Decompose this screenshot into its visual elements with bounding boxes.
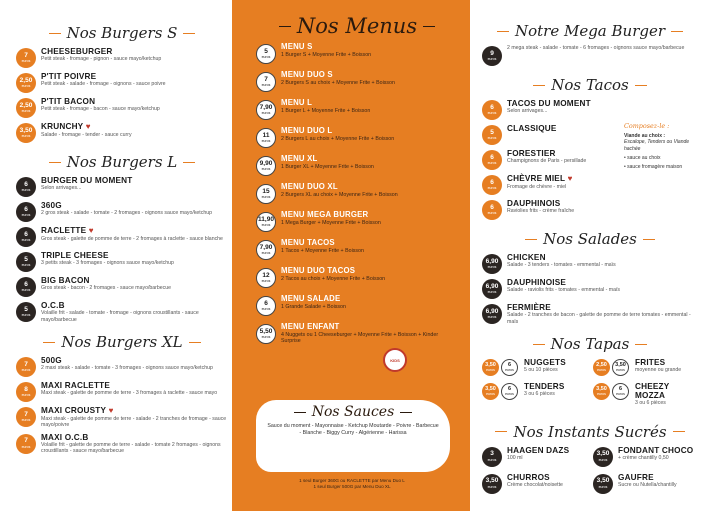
price-badge: 7 euros (256, 72, 276, 92)
price-badge: 5 euros (482, 125, 502, 145)
price-badge: 7 euros (16, 407, 36, 427)
menu-item (482, 473, 587, 494)
price-badge: 6 euros (16, 227, 36, 247)
menu-item (482, 149, 622, 170)
item-name: MENU DUO TACOS (281, 266, 356, 275)
sauces-list: Sauce du moment - Mayonnaise - Ketchup Moutarde - Poivre - Barbecue - Blanche - Biggy Curry - Algérienne - Harissa (267, 423, 439, 437)
menu-item (482, 278, 698, 299)
menu-item (482, 303, 698, 325)
price-badge: 7,90 euros (256, 100, 276, 120)
price-badge: 3,50 euros (593, 383, 610, 400)
item-description: Sucre ou Nutella/chantilly (618, 481, 677, 488)
price-badge: 5,50 euros (256, 324, 276, 344)
item-description: Salade - 2 tranches de bacon - galette de pomme de terre tomates - emmental - maïs (507, 312, 691, 325)
menu-item (256, 43, 458, 64)
item-name: 500G (41, 356, 62, 366)
item-name: BIG BACON (41, 276, 90, 285)
menu-item (16, 301, 228, 323)
item-name: MENU DUO L (281, 126, 333, 135)
item-description: 2 gros steak - salade - tomate - 2 fromages - oignons sauce mayo/ketchup (41, 210, 212, 217)
item-name: MENU DUO S (281, 70, 333, 79)
item-description: Petit steak - salade - fromage - oignons - sauce poivre (41, 81, 166, 88)
menu-item (593, 382, 698, 407)
item-description: Volaille frit - salade - tomate - fromage - oignons croustillants - sauce mayo/barbecue (41, 310, 199, 323)
menu-item (482, 174, 622, 195)
item-name: CHÈVRE MIEL ♥ (507, 174, 573, 183)
menu-item (16, 381, 228, 402)
item-description: 2 maxi steak - salade - tomate - 3 fromages - oignons sauce mayo/ketchup (41, 365, 213, 372)
item-description: Petit steak - fromage - pignon - sauce mayo/ketchup (41, 56, 162, 63)
item-description: 1 Grande Salade + Boisson (281, 303, 346, 310)
menu-item (16, 201, 228, 222)
item-name: CHEESEBURGER (41, 47, 113, 56)
price-badge: 7,90 euros (256, 240, 276, 260)
menus-title: Nos Menus (256, 14, 458, 38)
menu-item (482, 99, 622, 120)
item-description: 4 Nuggets ou 1 Cheeseburger + Moyenne Frite + Boisson + Kinder Surprise (281, 331, 439, 345)
item-description: Salade - fromage - tender - sauce curry (41, 131, 132, 138)
kinder-surprise-logo: KIDS (383, 348, 407, 372)
item-description: moyenne ou grande (635, 367, 682, 374)
price-badge: 6 euros (16, 177, 36, 197)
item-name: MENU ENFANT (281, 322, 340, 331)
menu-item (16, 276, 228, 297)
item-description: Gros steak - galette de pomme de terre - 2 fromages à raclette - sauce blanche (41, 235, 223, 242)
price-badge: 7 euros (16, 434, 36, 454)
price-badge: 9,90 euros (256, 156, 276, 176)
menu-item (16, 47, 228, 68)
heart-icon: ♥ (106, 406, 114, 416)
menu-item (256, 99, 458, 120)
section-title: Notre Mega Burger (482, 22, 698, 40)
menu-item (256, 323, 458, 345)
menu-item (256, 183, 458, 204)
item-name: KRUNCHY ♥ (41, 122, 91, 131)
menu-item (482, 253, 698, 274)
item-description: Volaille frit - galette de pomme de terre - salade - tomate 2 fromages - oignons croustillants - sauce mayo/barbecue (41, 441, 221, 455)
menu-item (16, 406, 228, 429)
item-description: 1 Burger S + Moyenne Frite + Boisson (281, 51, 372, 58)
menu-item (16, 72, 228, 93)
right-column (470, 0, 702, 511)
menu-item (482, 382, 587, 407)
price-badge: 6 euros (612, 383, 629, 400)
price-badge: 6 euros (16, 277, 36, 297)
menu-item (482, 446, 587, 467)
price-badge: 6 euros (482, 150, 502, 170)
item-name: HAAGEN DAZS (507, 445, 570, 455)
tacos-composer-note: Composez-le : Viande au choix : Escalope, Tenders ou Viande hachée • sauce au choix • sauce fromagère maison (624, 122, 690, 170)
heart-icon: ♥ (83, 122, 91, 131)
price-badge: 6,90 euros (482, 304, 502, 324)
item-name: 360G (41, 201, 62, 210)
price-badge: 8 euros (16, 382, 36, 402)
menu-item (256, 127, 458, 148)
item-name: P'TIT BACON (41, 97, 96, 106)
menu-item (256, 211, 458, 232)
menu-item (256, 295, 458, 316)
item-name: MAXI RACLETTE (41, 381, 111, 391)
price-badge: 3,50 euros (482, 383, 499, 400)
item-description: 100 ml (507, 454, 523, 461)
price-badge: 11,90 euros (256, 212, 276, 232)
price-badge: 6 euros (482, 200, 502, 220)
item-name: DAUPHINOISE (507, 278, 567, 287)
price-badge: 6 euros (16, 202, 36, 222)
item-name: MENU S (281, 42, 313, 51)
item-description: 2 Burgers S au choix + Moyenne Frite + Boisson (281, 79, 395, 86)
price-badge: 3,50 euros (612, 359, 629, 376)
price-badge: 9 euros (482, 46, 502, 66)
section-title: Nos Burgers L (16, 153, 228, 171)
item-description: Maxi steak - galette de pomme de terre - 3 fromages à raclette - sauce mayo (41, 390, 218, 397)
item-description: 5 ou 10 pièces (524, 367, 558, 374)
item-name: GAUFRE (618, 472, 654, 482)
item-description: Selon arrivages... (41, 185, 82, 192)
item-name: FORESTIER (507, 149, 556, 158)
price-badge: 5 euros (16, 302, 36, 322)
left-column (0, 0, 232, 511)
item-description: Champignons de Paris - persillade (507, 158, 587, 165)
price-badge: 5 euros (256, 44, 276, 64)
item-name: MAXI CROUSTY ♥ (41, 406, 114, 416)
item-description: Gros steak - bacon - 2 fromages - sauce mayo/barbecue (41, 285, 172, 292)
menu-item (482, 45, 698, 66)
item-name: CLASSIQUE (507, 124, 557, 133)
menu-item (482, 124, 622, 145)
item-description: Maxi steak - galette de pomme de terre - salade - 2 tranches de fromage - sauce mayo/poivre (41, 415, 227, 429)
item-description: Raviolies frits - crème fraîche (507, 208, 575, 215)
section-title: Nos Burgers XL (16, 333, 228, 351)
price-badge: 2,50 euros (16, 73, 36, 93)
menu-item (16, 356, 228, 377)
item-name: CHICKEN (507, 253, 546, 262)
menu-item (16, 433, 228, 455)
price-badge: 3 euros (482, 447, 502, 467)
menu-item (256, 71, 458, 92)
item-description: Salade - raviolis frits - tomates - emmental - maïs (507, 287, 621, 294)
menus-column (232, 0, 470, 511)
price-badge: 3,50 euros (482, 474, 502, 494)
heart-icon: ♥ (565, 174, 573, 183)
price-badge: 6,90 euros (482, 279, 502, 299)
item-name: NUGGETS (524, 358, 566, 368)
sauces-title: Nos Sauces (266, 404, 440, 420)
item-name: MENU L (281, 98, 313, 107)
item-description: 3 ou 6 pièces (524, 391, 555, 398)
item-description: Petit steak - fromage - bacon - sauce mayo/ketchup (41, 106, 160, 113)
item-name: TENDERS (524, 382, 565, 392)
section-title: Nos Instants Sucrés (482, 423, 698, 441)
item-description: 3 petits steak - 3 fromages - oignons sauce mayo/ketchup (41, 260, 174, 267)
item-name: CHEEZY MOZZA (635, 382, 670, 401)
menu-item (256, 155, 458, 176)
price-badge: 3,50 euros (16, 123, 36, 143)
item-description: 2 Tacos au choix + Moyenne Frite + Boisson (281, 275, 386, 282)
section-title: Nos Salades (482, 230, 698, 248)
item-name: O.C.B (41, 301, 65, 310)
menu-item (593, 473, 698, 494)
menu-item (256, 239, 458, 260)
price-badge: 7 euros (16, 357, 36, 377)
price-badge: 12 euros (256, 268, 276, 288)
item-description: 2 mega steak - salade - tomate - 6 fromages - oignons sauce mayo/barbecue (507, 45, 685, 51)
item-description: Crème chocolat/noisette (507, 481, 563, 488)
item-name: FRITES (635, 358, 666, 368)
menu-item (16, 176, 228, 197)
price-badge: 2,50 euros (16, 98, 36, 118)
item-name: FERMIÈRE (507, 303, 551, 312)
item-description: Fromage de chèvre - miel (507, 183, 567, 190)
menu-item (16, 226, 228, 247)
item-name: MENU SALADE (281, 294, 341, 303)
menu-item (593, 446, 698, 467)
item-name: DAUPHINOIS (507, 199, 561, 208)
price-badge: 5 euros (16, 252, 36, 272)
item-name: CHURROS (507, 472, 550, 482)
item-name: TACOS DU MOMENT (507, 99, 591, 108)
menu-item (16, 97, 228, 118)
menus-footnote: 1 seul Burger 360G ou RACLETTE par Menu Duo L 1 seul Burger 500G par Menu Duo XL (299, 478, 405, 490)
sauces-box (256, 400, 450, 472)
item-description: 2 Burgers XL au choix + Moyenne Frite + Boisson (281, 191, 398, 198)
item-description: 1 Burger XL + Moyenne Frite + Boisson (281, 163, 374, 170)
price-badge: 6 euros (482, 175, 502, 195)
price-badge: 6,90 euros (482, 254, 502, 274)
price-badge: 3,50 euros (593, 474, 613, 494)
section-title: Nos Tapas (482, 335, 698, 353)
item-name: RACLETTE ♥ (41, 226, 94, 235)
item-description: 3 ou 6 pièces (635, 400, 666, 407)
item-name: MENU MEGA BURGER (281, 210, 369, 219)
price-badge: 3,50 euros (482, 359, 499, 376)
menu-item (593, 358, 698, 376)
heart-icon: ♥ (86, 226, 94, 235)
price-badge: 6 euros (501, 383, 518, 400)
item-name: MAXI O.C.B (41, 432, 89, 442)
price-badge: 6 euros (482, 100, 502, 120)
item-name: MENU TACOS (281, 238, 335, 247)
item-description: 2 Burgers L au choix + Moyenne Frite + Boisson (281, 135, 395, 142)
menu-item (482, 358, 587, 376)
section-title: Nos Burgers S (16, 24, 228, 42)
menu-item (256, 267, 458, 288)
item-name: MENU DUO XL (281, 182, 338, 191)
section-title: Nos Tacos (482, 76, 698, 94)
item-name: BURGER DU MOMENT (41, 176, 133, 185)
item-description: + crème chantilly 0,50 (618, 454, 669, 461)
price-badge: 3,50 euros (593, 447, 613, 467)
menu-item (482, 199, 622, 220)
item-name: MENU XL (281, 154, 318, 163)
price-badge: 11 euros (256, 128, 276, 148)
item-description: Salade - 3 tenders - tomates - emmental - maïs (507, 262, 616, 269)
menu-item (16, 122, 228, 143)
item-description: 1 Mega Burger + Moyenne Frite + Boisson (281, 219, 381, 226)
item-name: TRIPLE CHEESE (41, 251, 109, 260)
price-badge: 6 euros (501, 359, 518, 376)
menus-list (256, 43, 458, 345)
price-badge: 15 euros (256, 184, 276, 204)
item-description: Selon arrivages... (507, 108, 548, 115)
item-description: 1 Tacos + Moyenne Frite + Boisson (281, 247, 364, 254)
price-badge: 6 euros (256, 296, 276, 316)
item-description: 1 Burger L + Moyenne Frite + Boisson (281, 107, 371, 114)
menu-item (16, 251, 228, 272)
price-badge: 7 euros (16, 48, 36, 68)
item-name: P'TIT POIVRE (41, 72, 97, 81)
item-name: FONDANT CHOCO (618, 445, 694, 455)
price-badge: 2,50 euros (593, 359, 610, 376)
